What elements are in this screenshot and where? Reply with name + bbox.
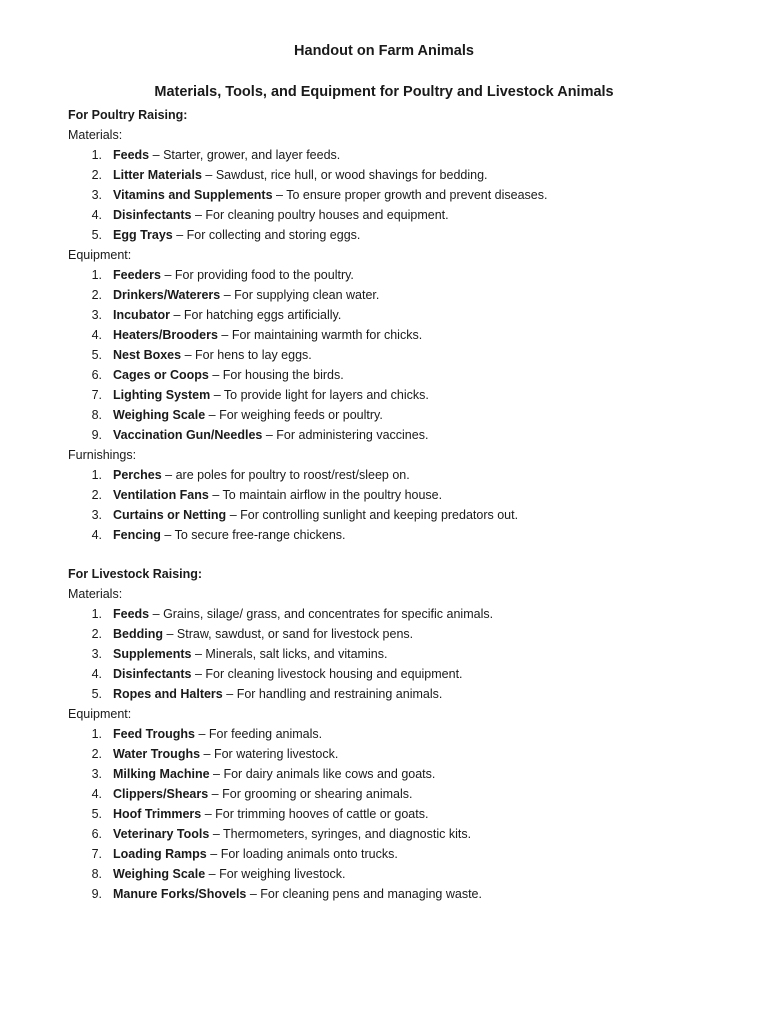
list-item [68,824,748,844]
poultry-materials-label: Materials: [68,128,123,142]
item-term: Hoof Trimmers [113,807,202,821]
item-term: Drinkers/Waterers [113,288,221,302]
item-dash: – [213,767,220,781]
item-term: Lighting System [113,388,211,402]
item-dash: – [152,148,160,162]
item-term: Supplements [113,647,192,661]
list-item [68,644,748,664]
item-dash: – [176,228,184,242]
list-item [68,864,748,884]
item-dash: – [276,188,283,202]
item-term: Perches [113,468,162,482]
item-term: Veterinary Tools [113,827,210,841]
list-item [68,385,748,405]
item-term: Incubator [113,308,170,322]
list-item [68,285,748,305]
item-number: 4. [91,328,102,342]
item-number: 2. [91,168,102,182]
item-number: 3. [91,767,102,781]
item-dash: – [212,488,220,502]
item-dash: – [212,827,220,841]
item-description: Sawdust, rice hull, or wood shavings for bedding. [215,168,488,182]
item-dash: – [164,268,172,282]
item-number: 2. [91,488,102,502]
list-item [68,165,748,185]
item-number: 4. [91,787,102,801]
document-title: Handout on Farm Animals [294,43,474,59]
list-item [68,744,748,764]
item-dash: – [165,468,173,482]
item-term: Manure Forks/Shovels [113,887,247,901]
livestock-section-heading: For Livestock Raising: [68,567,203,581]
item-description: For grooming or shearing animals. [222,787,413,801]
item-term: Vaccination Gun/Needles [113,428,263,442]
item-term: Feed Troughs [113,727,195,741]
item-description: For loading animals onto trucks. [220,847,398,861]
item-number: 3. [91,188,102,202]
item-dash: – [229,508,237,522]
list-item [68,205,748,225]
item-dash: – [265,428,273,442]
list-item [68,325,748,345]
document-subtitle: Materials, Tools, and Equipment for Poultry and Livestock Animals [154,84,614,100]
item-number: 5. [91,348,102,362]
item-term: Ropes and Halters [113,687,223,701]
item-number: 4. [91,667,102,681]
item-description: For collecting and storing eggs. [186,228,361,242]
list-item [68,844,748,864]
item-dash: – [213,388,221,402]
list-item [68,185,748,205]
list-item [68,505,748,525]
list-item [68,724,748,744]
item-number: 5. [91,687,102,701]
item-description: For feeding animals. [208,727,323,741]
livestock-equipment-label: Equipment: [68,707,132,721]
item-description: For supplying clean water. [234,288,380,302]
item-description: For housing the birds. [222,368,344,382]
item-description: For administering vaccines. [276,428,429,442]
list-item [68,425,748,445]
item-description: Grains, silage/ grass, and concentrates for specific animals. [163,607,494,621]
item-dash: – [208,408,216,422]
item-term: Ventilation Fans [113,488,209,502]
list-item [68,465,748,485]
document-body [68,105,748,904]
list-item [68,365,748,385]
list-item [68,764,748,784]
item-description: To ensure proper growth and prevent diseases. [286,188,548,202]
item-dash: – [164,528,172,542]
item-dash: – [204,807,212,821]
item-number: 1. [91,468,102,482]
item-description: For weighing livestock. [219,867,346,881]
item-description: Minerals, salt licks, and vitamins. [205,647,388,661]
poultry-equipment-label: Equipment: [68,248,132,262]
item-term: Fencing [113,528,161,542]
item-term: Litter Materials [113,168,202,182]
item-description: Straw, sawdust, or sand for livestock pens. [176,627,414,641]
item-dash: – [194,208,202,222]
item-term: Weighing Scale [113,867,206,881]
list-item [68,604,748,624]
livestock-materials-list [68,604,748,704]
item-description: For trimming hooves of cattle or goats. [215,807,429,821]
item-number: 9. [91,887,102,901]
item-dash: – [173,308,181,322]
item-term: Cages or Coops [113,368,209,382]
item-dash: – [205,168,213,182]
poultry-furnishings-list [68,465,748,545]
item-description: For cleaning pens and managing waste. [260,887,482,901]
list-item [68,265,748,285]
item-description: For watering livestock. [213,747,339,761]
list-item [68,804,748,824]
item-number: 1. [91,148,102,162]
item-dash: – [211,787,219,801]
item-number: 8. [91,408,102,422]
item-dash: – [184,348,192,362]
item-number: 6. [91,368,102,382]
item-description: For dairy animals like cows and goats. [223,767,436,781]
item-dash: – [208,867,216,881]
item-term: Clippers/Shears [113,787,209,801]
item-number: 7. [91,388,102,402]
item-dash: – [194,647,202,661]
item-description: Thermometers, syringes, and diagnostic kits. [223,827,472,841]
list-item [68,405,748,425]
item-term: Disinfectants [113,667,192,681]
item-number: 3. [91,308,102,322]
item-description: For handling and restraining animals. [236,687,443,701]
item-number: 6. [91,827,102,841]
poultry-furnishings-label: Furnishings: [68,448,137,462]
poultry-section-heading: For Poultry Raising: [68,108,188,122]
item-description: For cleaning livestock housing and equipment. [205,667,463,681]
item-description: To provide light for layers and chicks. [223,388,429,402]
item-number: 5. [91,228,102,242]
item-term: Feeders [113,268,161,282]
item-term: Vitamins and Supplements [113,188,273,202]
list-item [68,485,748,505]
list-item [68,305,748,325]
item-term: Feeds [113,148,150,162]
item-term: Feeds [113,607,150,621]
livestock-equipment-list [68,724,748,904]
list-item [68,684,748,704]
item-dash: – [226,687,234,701]
item-number: 1. [91,607,102,621]
item-number: 2. [91,288,102,302]
item-number: 9. [91,428,102,442]
livestock-materials-label: Materials: [68,587,123,601]
list-item [68,525,748,545]
item-dash: – [210,847,218,861]
item-number: 2. [91,747,102,761]
item-description: Starter, grower, and layer feeds. [163,148,341,162]
item-description: To maintain airflow in the poultry house. [222,488,443,502]
item-number: 8. [91,867,102,881]
poultry-materials-list [68,145,748,245]
poultry-equipment-list [68,265,748,445]
item-dash: – [249,887,257,901]
item-description: For maintaining warmth for chicks. [231,328,423,342]
item-dash: – [194,667,202,681]
item-term: Disinfectants [113,208,192,222]
item-dash: – [152,607,160,621]
list-item [68,624,748,644]
list-item [68,145,748,165]
item-term: Bedding [113,627,163,641]
item-term: Curtains or Netting [113,508,227,522]
item-term: Water Troughs [113,747,201,761]
item-description: For hatching eggs artificially. [183,308,342,322]
item-description: For cleaning poultry houses and equipment. [205,208,449,222]
item-dash: – [212,368,220,382]
item-dash: – [223,288,231,302]
item-term: Milking Machine [113,767,210,781]
item-number: 1. [91,268,102,282]
item-description: For weighing feeds or poultry. [219,408,383,422]
item-term: Nest Boxes [113,348,182,362]
item-number: 4. [91,208,102,222]
item-description: are poles for poultry to roost/rest/sleep on. [175,468,410,482]
item-term: Egg Trays [113,228,173,242]
item-description: For providing food to the poultry. [174,268,354,282]
item-number: 5. [91,807,102,821]
item-term: Loading Ramps [113,847,207,861]
item-dash: – [203,747,211,761]
item-description: For controlling sunlight and keeping predators out. [240,508,519,522]
item-dash: – [198,727,206,741]
item-dash: – [221,328,229,342]
item-number: 2. [91,627,102,641]
item-description: To secure free-range chickens. [174,528,346,542]
list-item [68,664,748,684]
item-number: 3. [91,508,102,522]
item-number: 1. [91,727,102,741]
list-item [68,784,748,804]
list-item [68,345,748,365]
item-number: 3. [91,647,102,661]
section-spacer [68,545,748,564]
item-term: Heaters/Brooders [113,328,218,342]
item-number: 4. [91,528,102,542]
list-item [68,884,748,904]
item-term: Weighing Scale [113,408,206,422]
item-description: For hens to lay eggs. [195,348,312,362]
item-dash: – [166,627,174,641]
list-item [68,225,748,245]
item-number: 7. [91,847,102,861]
